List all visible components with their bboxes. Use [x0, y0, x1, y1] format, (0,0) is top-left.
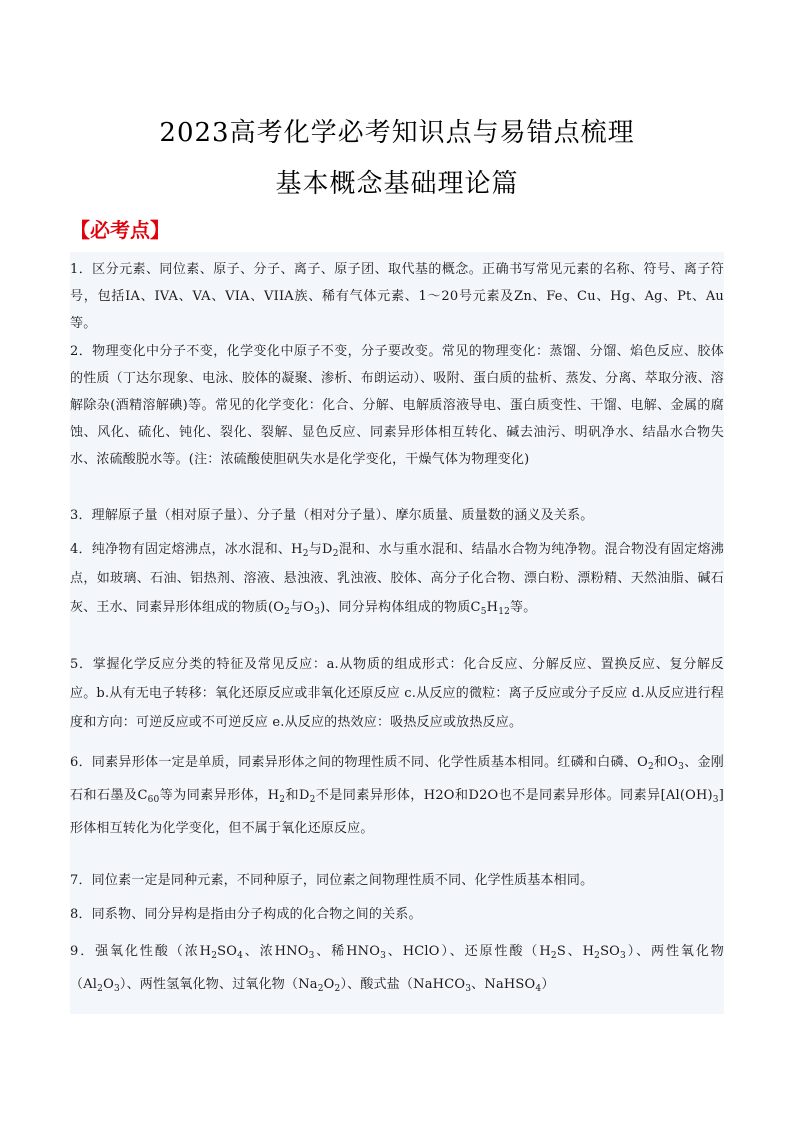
paragraph-9: 9．强氧化性酸（浓$H_2SO_4$、浓$HNO_3$、稀$HNO_3$、HClO）、还原性酸（$H_2S$、$H_2SO_3$）、两性氧化物$(Al_2O_3)$、两性氢氧化物、过氧化物$(Na_2O_2)$、酸式盐（NaHCO$_3$、NaHSO$_4$）: [70, 944, 724, 994]
paragraph-4: 4．纯净物有固定熔沸点，冰水混和、$H_2$与$D_2$混和、水与重水混和、结晶水合物为纯净物。混合物没有固定熔沸点，如玻璃、石油、铝热剂、溶液、悬浊液、乳浊液、胶体、高分子化合物、漂白粉、漂粉精、天然油脂、碱石灰、王水、同素异形体组成的物质($O_2$与$O_3$)、同分异构体组成的物质$C_5H_{12}$等。: [70, 542, 725, 617]
document-subtitle: 基本概念基础理论篇: [275, 169, 519, 199]
paragraph-7: 7．同位素一定是同种元素，不同种原子，同位素之间物理性质不同、化学性质基本相同。: [70, 873, 594, 888]
section-heading: 【必考点】: [70, 218, 170, 242]
document-title: 2023高考化学必考知识点与易错点梳理: [159, 118, 635, 148]
paragraph-8: 8．同系物、同分异构是指由分子构成的化合物之间的关系。: [70, 907, 422, 922]
content-area: [70, 252, 724, 1014]
paragraph-2: 2．物理变化中分子不变，化学变化中原子不变，分子要改变。常见的物理变化：蒸馏、分馏、焰色反应、胶体的性质（丁达尔现象、电泳、胶体的凝聚、渗析、布朗运动）、吸附、蛋白质的盐析、蒸发、分离、萃取分液、溶解除杂(酒精溶解碘)等。常见的化学变化：化合、分解、电解质溶液导电、蛋白质变性、干馏、电解、金属的腐蚀、风化、硫化、钝化、裂化、裂解、显色反应、同素异形体相互转化、碱去油污、明矾净水、结晶水合物失水、浓硫酸脱水等。(注：浓硫酸使胆矾失水是化学变化，干燥气体为物理变化): [70, 344, 724, 467]
paragraph-3: 3．理解原子量（相对原子量）、分子量（相对分子量）、摩尔质量、质量数的涵义及关系。: [70, 508, 594, 523]
paragraph-6: 6．同素异形体一定是单质，同素异形体之间的物理性质不同、化学性质基本相同。红磷和白磷、$O_2$和$O_3$、金刚石和石墨及$C_{60}$等为同素异形体，$H_2$和$D_2$不是同素异形体，H2O和D2O也不是同素异形体。同素异$[Al(OH)_3]$形体相互转化为化学变化，但不属于氧化还原反应。: [70, 755, 725, 836]
paragraph-5: 5．掌握化学反应分类的特征及常见反应：a.从物质的组成形式：化合反应、分解反应、置换反应、复分解反应。b.从有无电子转移：氧化还原反应或非氧化还原反应 c.从反应的微粒：离子反应或分子反应 d.从反应进行程度和方向：可逆反应或不可逆反应 e.从反应的热效应：吸热反应或放热反应。: [70, 657, 724, 730]
paragraph-1: 1．区分元素、同位素、原子、分子、离子、原子团、取代基的概念。正确书写常见元素的名称、符号、离子符号，包括IA、IVA、VA、VIA、VIIA族、稀有气体元素、1～20号元素及Zn、Fe、Cu、Hg、Ag、Pt、Au等。: [70, 262, 724, 331]
